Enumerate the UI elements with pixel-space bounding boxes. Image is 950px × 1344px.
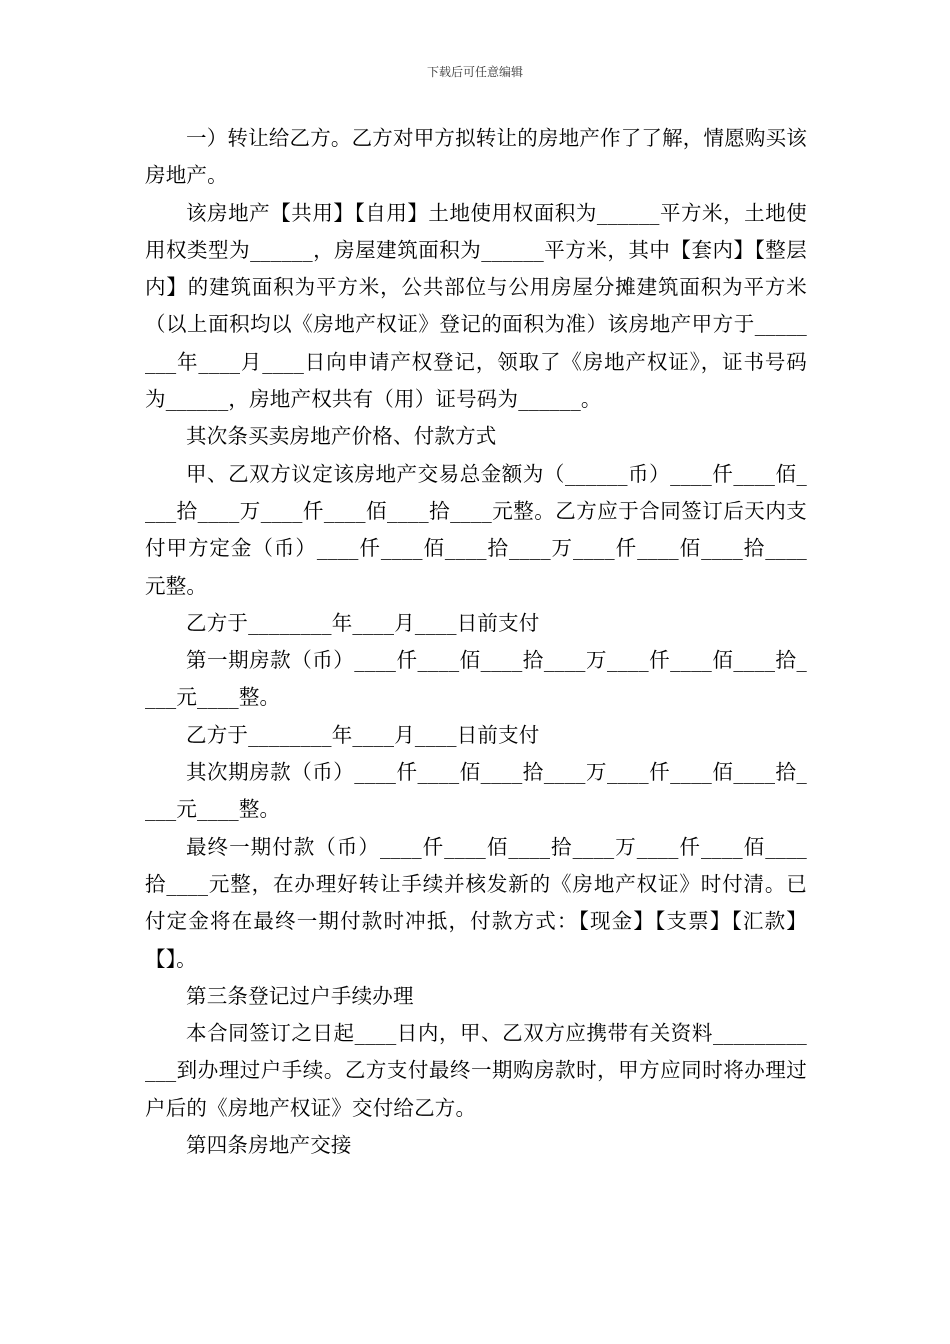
page-header: 下载后可任意编辑 xyxy=(426,65,523,79)
paragraph-first-payment-date: 乙方于________年____月____日前支付 xyxy=(186,610,540,635)
paragraph-registration: 本合同签订之日起____日内，甲、乙双方应携带有关资料____________到办理过户手续。乙方支付最终一期购房款时，甲方应同时将办理过户后的《房地产权证》交付给乙方。 xyxy=(145,1021,807,1120)
heading-article-3: 第三条登记过户手续办理 xyxy=(186,983,414,1008)
paragraph-total-price: 甲、乙双方议定该房地产交易总金额为（______币）____仟____佰____拾____万____仟____佰____拾____元整。乙方应于合同签订后天内支付甲方定金（币）____仟____佰____拾____万____仟____佰____拾____元整。 xyxy=(145,461,807,598)
paragraph-second-payment: 其次期房款（币）____仟____佰____拾____万____仟____佰____拾____元____整。 xyxy=(145,760,807,822)
paragraph-final-payment: 最终一期付款（币）____仟____佰____拾____万____仟____佰____拾____元整，在办理好转让手续并核发新的《房地产权证》时付清。已付定金将在最终一期付款时冲抵，付款方式：【现金】【支票】【汇款】【】。 xyxy=(145,834,807,971)
paragraph-second-payment-date: 乙方于________年____月____日前支付 xyxy=(186,722,540,747)
heading-article-4: 第四条房地产交接 xyxy=(186,1133,352,1158)
document-body xyxy=(145,120,807,1164)
paragraph-first-payment: 第一期房款（币）____仟____佰____拾____万____仟____佰____拾____元____整。 xyxy=(145,648,807,710)
heading-article-2: 其次条买卖房地产价格、付款方式 xyxy=(186,424,497,449)
paragraph-property-area: 该房地产【共用】【自用】土地使用权面积为______平方米，土地使用权类型为______，房屋建筑面积为______平方米，其中【套内】【整层内】的建筑面积为平方米，公共部位与公用房屋分摊建筑面积为平方米（以上面积均以《房地产权证》登记的面积为准）该房地产甲方于________年____月____日向申请产权登记，领取了《房地产权证》，证书号码为______，房地产权共有（用）证号码为______。 xyxy=(145,200,807,412)
paragraph-transfer-intro: 一）转让给乙方。乙方对甲方拟转让的房地产作了了解，情愿购买该房地产。 xyxy=(145,126,807,188)
